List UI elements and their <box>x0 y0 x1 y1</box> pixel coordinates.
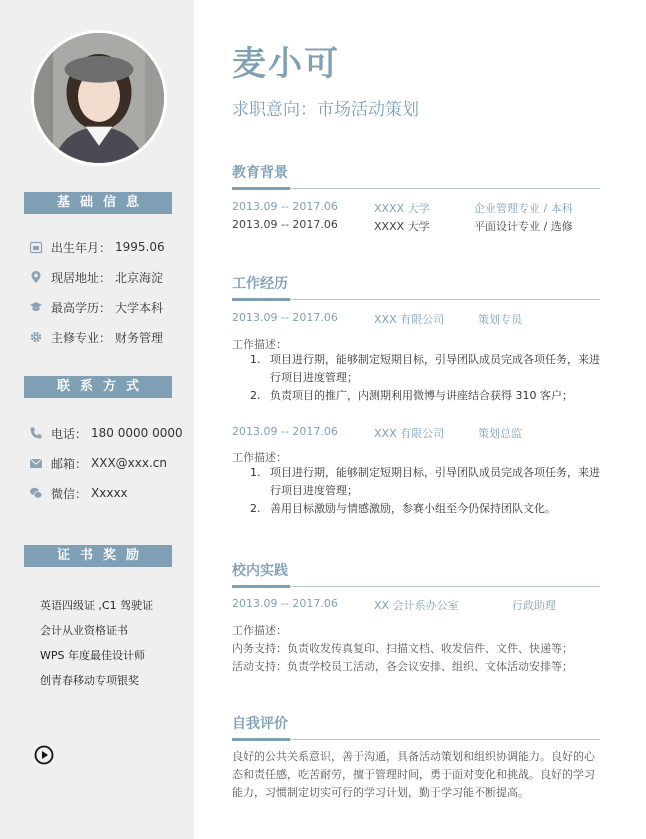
campus-desc-label: 工作描述： <box>232 624 287 637</box>
education-divider <box>232 188 600 189</box>
birth-label: 出生年月： <box>51 240 112 255</box>
job-desc-text: 项目进行期，能够制定短期目标，引导团队成员完成各项任务，来进行项目进度管理； <box>270 353 600 384</box>
campus-org: XX 会计系办公室 <box>374 599 459 612</box>
list-item: 1. 项目进行期，能够制定短期目标，引导团队成员完成各项任务，来进行项目进度管理； <box>250 351 600 387</box>
email-row <box>29 454 167 472</box>
edu-major: 企业管理专业 / 本科 <box>474 202 573 215</box>
wechat-row <box>29 484 128 502</box>
candidate-name: 麦小可 <box>232 44 340 84</box>
birth-value: 1995.06 <box>115 240 165 254</box>
job-desc-text: 善用目标激励与情感激励，参赛小组至今仍保持团队文化。 <box>270 502 556 515</box>
work-divider <box>232 299 600 300</box>
education-label: 最高学历： <box>51 300 112 315</box>
work-title: 工作经历 <box>232 276 288 292</box>
job-company: XXX 有限公司 <box>374 313 445 326</box>
list-item: 2. 善用目标激励与情感激励，参赛小组至今仍保持团队文化。 <box>250 500 600 518</box>
portrait-photo <box>34 33 164 163</box>
wechat-value[interactable]: Xxxxx <box>91 486 128 500</box>
graduation-cap-icon <box>29 300 43 314</box>
job-date: 2013.09 -- 2017.06 <box>232 311 338 324</box>
cert-item: 创青春移动专项银奖 <box>40 674 139 687</box>
campus-line: 内务支持：负责收发传真复印、扫描文档、收发信件、文件、快递等； <box>232 642 573 655</box>
edu-date: 2013.09 -- 2017.06 <box>232 200 338 213</box>
list-item: 1. 项目进行期，能够制定短期目标，引导团队成员完成各项任务，来进行项目进度管理； <box>250 464 600 500</box>
phone-value[interactable]: 180 0000 0000 <box>91 426 183 440</box>
email-value[interactable]: XXX@xxx.cn <box>91 456 167 470</box>
list-item: 2. 负责项目的推广，内测期利用微博与讲座结合获得 310 客户； <box>250 387 600 405</box>
email-label: 邮箱： <box>51 456 88 471</box>
self-eval-title: 自我评价 <box>232 716 288 732</box>
self-eval-text: 良好的公共关系意识，善于沟通，具备活动策划和组织协调能力。良好的心态和责任感，吃苦耐劳，擅于管理时间，勇于面对变化和挑战。良好的学习能力，习惯制定切实可行的学习计划，勤于学习能不断提高。 <box>232 750 595 799</box>
education-value: 大学本科 <box>115 300 164 315</box>
campus-divider <box>232 586 600 587</box>
location-pin-icon <box>29 270 43 284</box>
edu-major: 平面设计专业 / 选修 <box>474 220 573 233</box>
gear-icon <box>29 330 43 344</box>
cert-item: WPS 年度最佳设计师 <box>40 649 145 662</box>
edu-date: 2013.09 -- 2017.06 <box>232 218 338 231</box>
sidebar <box>0 0 194 839</box>
address-row <box>29 268 163 286</box>
basic-info-heading: 基础信息 <box>24 192 172 214</box>
address-value: 北京海淀 <box>115 270 164 285</box>
job-desc-text: 项目进行期，能够制定短期目标，引导团队成员完成各项任务，来进行项目进度管理； <box>270 466 600 497</box>
job-intent: 求职意向：市场活动策划 <box>232 100 419 120</box>
job-desc-label: 工作描述： <box>232 451 287 464</box>
job-company: XXX 有限公司 <box>374 427 445 440</box>
contact-heading: 联系方式 <box>24 376 172 398</box>
play-icon <box>34 745 54 765</box>
job-date: 2013.09 -- 2017.06 <box>232 425 338 438</box>
main-content <box>194 0 646 839</box>
self-eval-divider <box>232 739 600 740</box>
job-role: 策划专员 <box>478 313 522 326</box>
cert-item: 会计从业资格证书 <box>40 624 128 637</box>
campus-date: 2013.09 -- 2017.06 <box>232 597 338 610</box>
wechat-label: 微信： <box>51 486 88 501</box>
major-row <box>29 328 163 346</box>
job-desc-text: 负责项目的推广，内测期利用微博与讲座结合获得 310 客户； <box>270 389 573 402</box>
campus-role: 行政助理 <box>512 599 556 612</box>
phone-icon <box>29 426 43 440</box>
avatar <box>31 30 167 166</box>
certs-heading: 证书奖励 <box>24 545 172 567</box>
job-role: 策划总监 <box>478 427 522 440</box>
phone-label: 电话： <box>51 426 88 441</box>
major-value: 财务管理 <box>115 330 164 345</box>
campus-title: 校内实践 <box>232 563 288 579</box>
cert-item: 英语四级证 ,C1 驾驶证 <box>40 599 154 612</box>
job-desc-label: 工作描述： <box>232 338 287 351</box>
education-title: 教育背景 <box>232 165 288 181</box>
edu-school: XXXX 大学 <box>374 202 430 215</box>
mail-icon <box>29 456 43 470</box>
campus-line: 活动支持：负责学校员工活动，各会议安排、组织、文体活动安排等； <box>232 660 573 673</box>
edu-school: XXXX 大学 <box>374 220 430 233</box>
address-label: 现居地址： <box>51 270 112 285</box>
phone-row <box>29 424 183 442</box>
education-row <box>29 298 163 316</box>
wechat-icon <box>29 486 43 500</box>
calendar-icon <box>29 240 43 254</box>
play-button[interactable] <box>34 745 54 765</box>
major-label: 主修专业： <box>51 330 112 345</box>
birth-row <box>29 238 165 256</box>
